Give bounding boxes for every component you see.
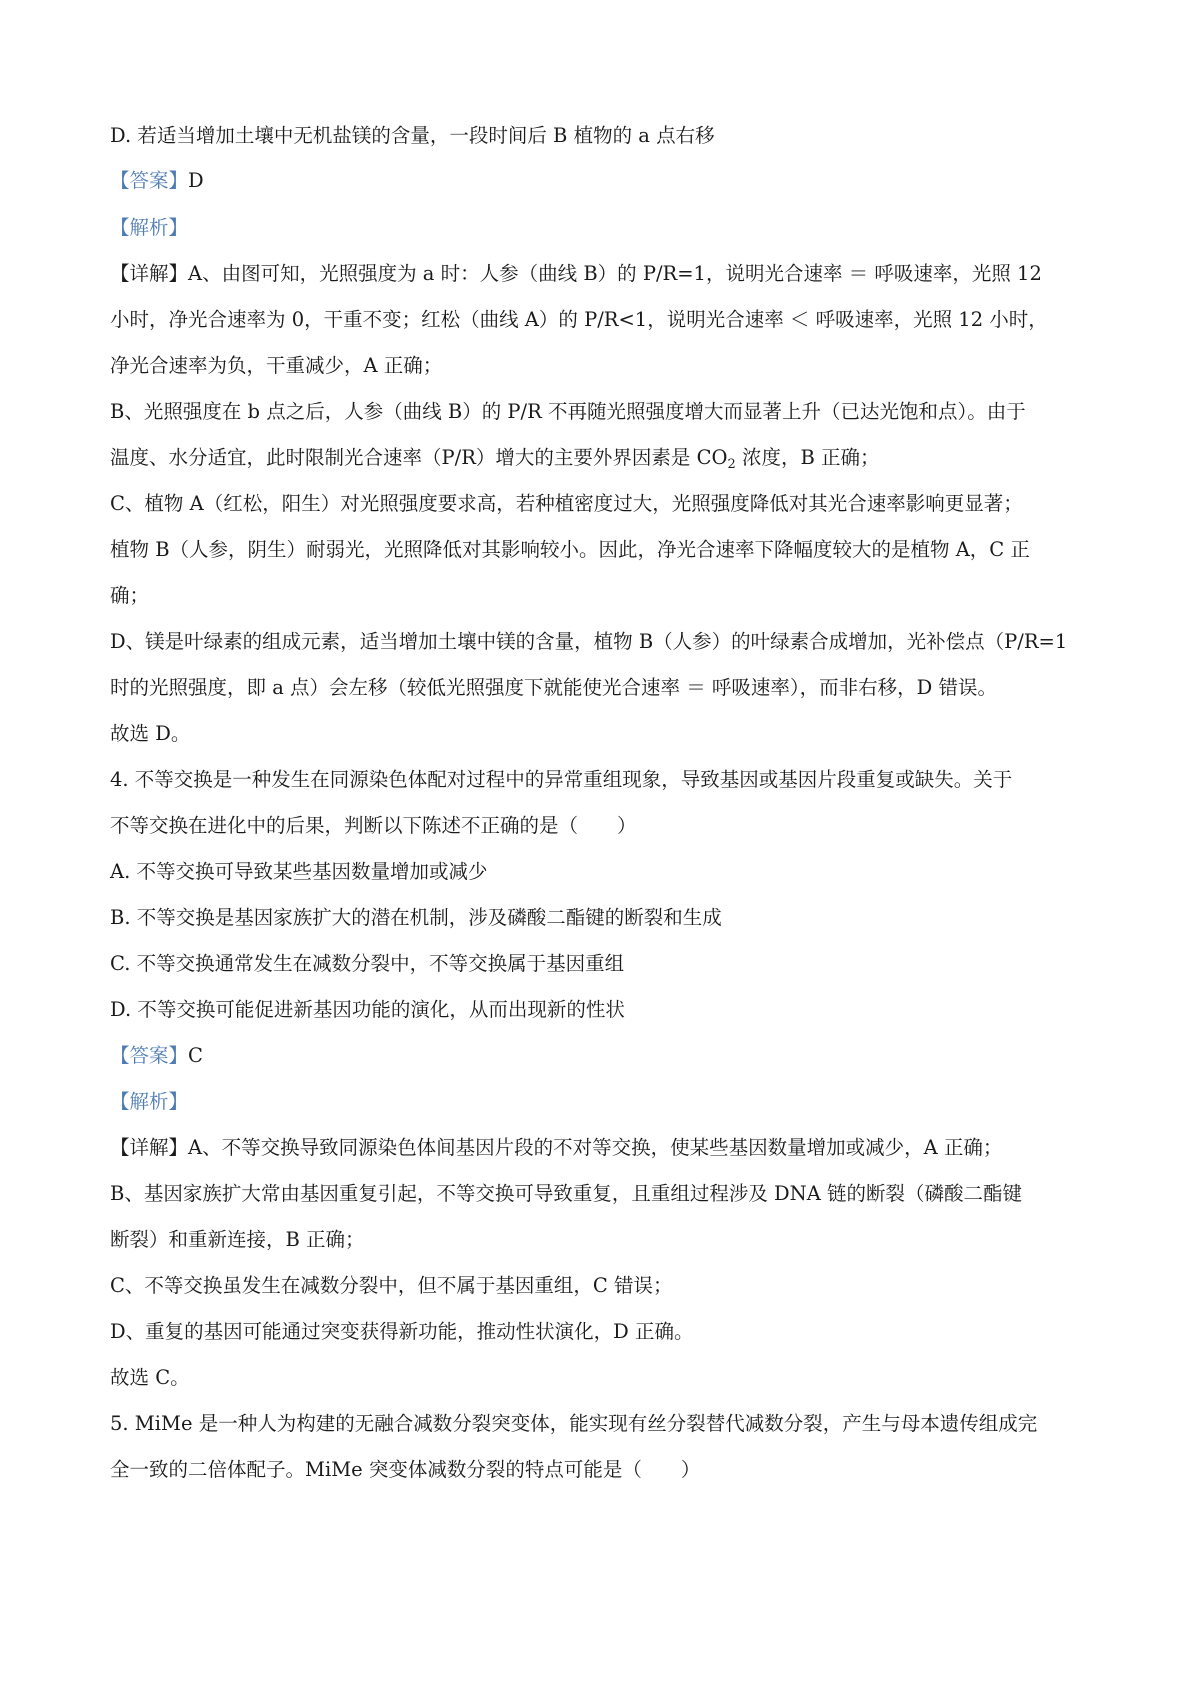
q3-option-d: D. 若适当增加土壤中无机盐镁的含量，一段时间后 B 植物的 a 点右移 [110, 124, 715, 147]
q3-answer-row [110, 164, 1100, 198]
q4-option-a: A. 不等交换可导致某些基因数量增加或减少 [110, 860, 488, 883]
q3-detail-line-6: C、植物 A（红松，阳生）对光照强度要求高，若种植密度过大，光照强度降低对其光合速率影响更显著； [110, 492, 1023, 515]
analysis-tag: 【解析】 [110, 1090, 189, 1113]
detail-text: 温度、水分适宜，此时限制光合速率（P/R）增大的主要外界因素是 CO [110, 446, 728, 469]
q4-option-c: C. 不等交换通常发生在减数分裂中，不等交换属于基因重组 [110, 952, 625, 975]
answer-value: D [188, 169, 204, 192]
q3-detail-line-5 [110, 441, 1100, 475]
q3-detail-line-3: 净光合速率为负，干重减少，A 正确； [110, 354, 443, 377]
q4-detail-line-1 [110, 1131, 1100, 1165]
q4-conclusion: 故选 C。 [110, 1366, 190, 1389]
q3-detail-line-4: B、光照强度在 b 点之后，人参（曲线 B）的 P/R 不再随光照强度增大而显著上升（已达光饱和点）。由于 [110, 400, 1026, 423]
answer-tag: 【答案】 [110, 1044, 189, 1067]
q3-detail-line-7: 植物 B（人参，阴生）耐弱光，光照降低对其影响较小。因此，净光合速率下降幅度较大的是植物 A，C 正 [110, 538, 1030, 561]
q4-option-d: D. 不等交换可能促进新基因功能的演化，从而出现新的性状 [110, 998, 625, 1021]
analysis-tag: 【解析】 [110, 216, 189, 239]
answer-tag: 【答案】 [110, 169, 189, 192]
q5-stem-line-1: 5. MiMe 是一种人为构建的无融合减数分裂突变体，能实现有丝分裂替代减数分裂，产生与母本遗传组成完 [110, 1412, 1038, 1435]
q4-detail-line-4: C、不等交换虽发生在减数分裂中，但不属于基因重组，C 错误； [110, 1274, 673, 1297]
q3-detail-line-8: 确； [110, 584, 150, 607]
answer-value: C [188, 1044, 203, 1067]
q4-answer-row [110, 1039, 1100, 1073]
detail-tag: 【详解】 [110, 1136, 189, 1159]
detail-text: 浓度，B 正确； [735, 446, 880, 469]
q3-detail-line-9: D、镁是叶绿素的组成元素，适当增加土壤中镁的含量，植物 B（人参）的叶绿素合成增加，光补偿点（P/R=1 [110, 630, 1068, 653]
detail-text: A、由图可知，光照强度为 a 时：人参（曲线 B）的 P/R=1，说明光合速率 ＝ 呼吸速率，光照 12 [188, 262, 1042, 285]
subscript: 2 [727, 457, 736, 472]
detail-tag: 【详解】 [110, 262, 189, 285]
q4-stem-line-2: 不等交换在进化中的后果，判断以下陈述不正确的是（ ） [110, 814, 637, 837]
q4-detail-line-2: B、基因家族扩大常由基因重复引起，不等交换可导致重复，且重组过程涉及 DNA 链的断裂（磷酸二酯键 [110, 1182, 1023, 1205]
q4-detail-line-5: D、重复的基因可能通过突变获得新功能，推动性状演化，D 正确。 [110, 1320, 694, 1343]
q4-stem-line-1: 4. 不等交换是一种发生在同源染色体配对过程中的异常重组现象，导致基因或基因片段重复或缺失。关于 [110, 768, 1013, 791]
detail-text: A、不等交换导致同源染色体间基因片段的不对等交换，使某些基因数量增加或减少，A 正确； [188, 1136, 1003, 1159]
q4-option-b: B. 不等交换是基因家族扩大的潜在机制，涉及磷酸二酯键的断裂和生成 [110, 906, 722, 929]
q3-detail-line-10: 时的光照强度，即 a 点）会左移（较低光照强度下就能使光合速率 ＝ 呼吸速率），而非右移，D 错误。 [110, 676, 998, 699]
q3-conclusion: 故选 D。 [110, 722, 191, 745]
q4-detail-line-3: 断裂）和重新连接，B 正确； [110, 1228, 365, 1251]
q3-detail-line-1 [110, 257, 1100, 291]
q3-detail-line-2: 小时，净光合速率为 0，干重不变；红松（曲线 A）的 P/R<1，说明光合速率 ＜ 呼吸速率，光照 12 小时， [110, 308, 1048, 331]
q5-stem-line-2: 全一致的二倍体配子。MiMe 突变体减数分裂的特点可能是（ ） [110, 1458, 701, 1481]
